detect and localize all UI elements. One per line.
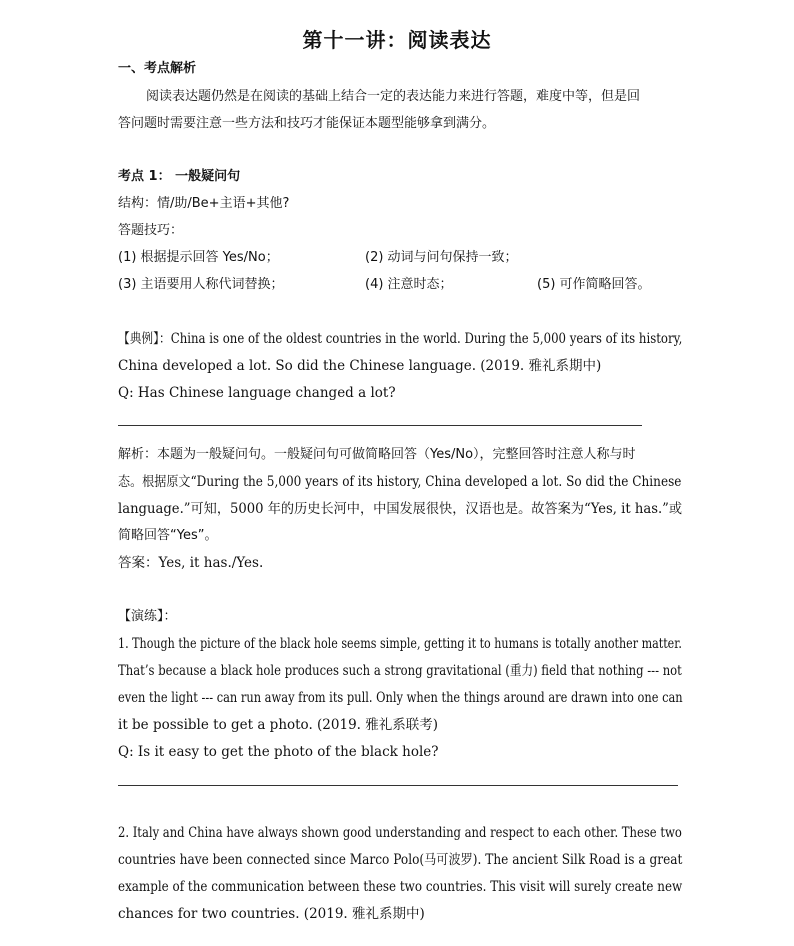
answer-line[interactable]: [118, 425, 642, 426]
analysis-line-2: 态。根据原文“During the 5,000 years of its history, China developed a lot. So did the Chinese: [118, 474, 682, 490]
example-line-2: China developed a lot. So did the Chinese language. (2019. 雅礼系期中): [118, 358, 602, 374]
tip-2: (2) 动词与问句保持一致；: [365, 250, 518, 265]
analysis-line-3: language.”可知，5000 年的历史长河中，中国发展很快，汉语也是。故答案为“Yes, it has.”或: [118, 501, 683, 517]
point1-skills-label: 答题技巧：: [118, 223, 184, 238]
point1-structure: 结构：情/助/Be+主语+其他?: [118, 196, 290, 211]
example-line-1: 【典例】：China is one of the oldest countries in the world. During the 5,000 years of its history,: [118, 331, 683, 347]
tip-5: (5) 可作简略回答。: [537, 277, 651, 292]
analysis-answer: 答案：Yes, it has./Yes.: [118, 555, 264, 571]
practice-label: 【演练】：: [118, 609, 177, 624]
practice2-line-2: countries have been connected since Marco Polo(马可波罗). The ancient Silk Road is a great: [118, 852, 683, 868]
intro-line-2: 答问题时需要注意一些方法和技巧才能保证本题型能够拿到满分。: [118, 116, 496, 131]
practice2-line-3: example of the communication between these two countries. This visit will surely create new: [118, 879, 683, 895]
practice2-line-4: chances for two countries. (2019. 雅礼系期中): [118, 906, 425, 922]
analysis-line-4: 简略回答“Yes”。: [118, 528, 218, 543]
point1-heading: 考点 1： 一般疑问句: [118, 169, 241, 184]
section-heading: 一、考点解析: [118, 61, 197, 76]
practice1-line-4: it be possible to get a photo. (2019. 雅礼系联考): [118, 717, 439, 733]
answer-line[interactable]: [118, 785, 678, 786]
tip-3: (3) 主语要用人称代词替换；: [118, 277, 284, 292]
practice2-line-1: 2. Italy and China have always shown good understanding and respect to each other. These two: [118, 825, 682, 841]
intro-line-1: 阅读表达题仍然是在阅读的基础上结合一定的表达能力来进行答题，难度中等，但是回: [146, 89, 641, 104]
example-question: Q: Has Chinese language changed a lot?: [118, 385, 396, 401]
practice1-line-2: That’s because a black hole produces such a strong gravitational (重力) field that nothing --- not: [118, 663, 682, 679]
practice1-line-3: even the light --- can run away from its pull. Only when the things around are drawn into one can: [118, 690, 683, 706]
analysis-line-1: 解析：本题为一般疑问句。一般疑问句可做简略回答（Yes/No），完整回答时注意人称与时: [118, 447, 636, 462]
tip-1: (1) 根据提示回答 Yes/No；: [118, 250, 279, 265]
practice1-question: Q: Is it easy to get the photo of the black hole?: [118, 744, 439, 760]
tip-4: (4) 注意时态；: [365, 277, 453, 292]
page-title: 第十一讲：阅读表达: [302, 28, 492, 52]
practice1-line-1: 1. Though the picture of the black hole seems simple, getting it to humans is totally another matter.: [118, 636, 682, 652]
